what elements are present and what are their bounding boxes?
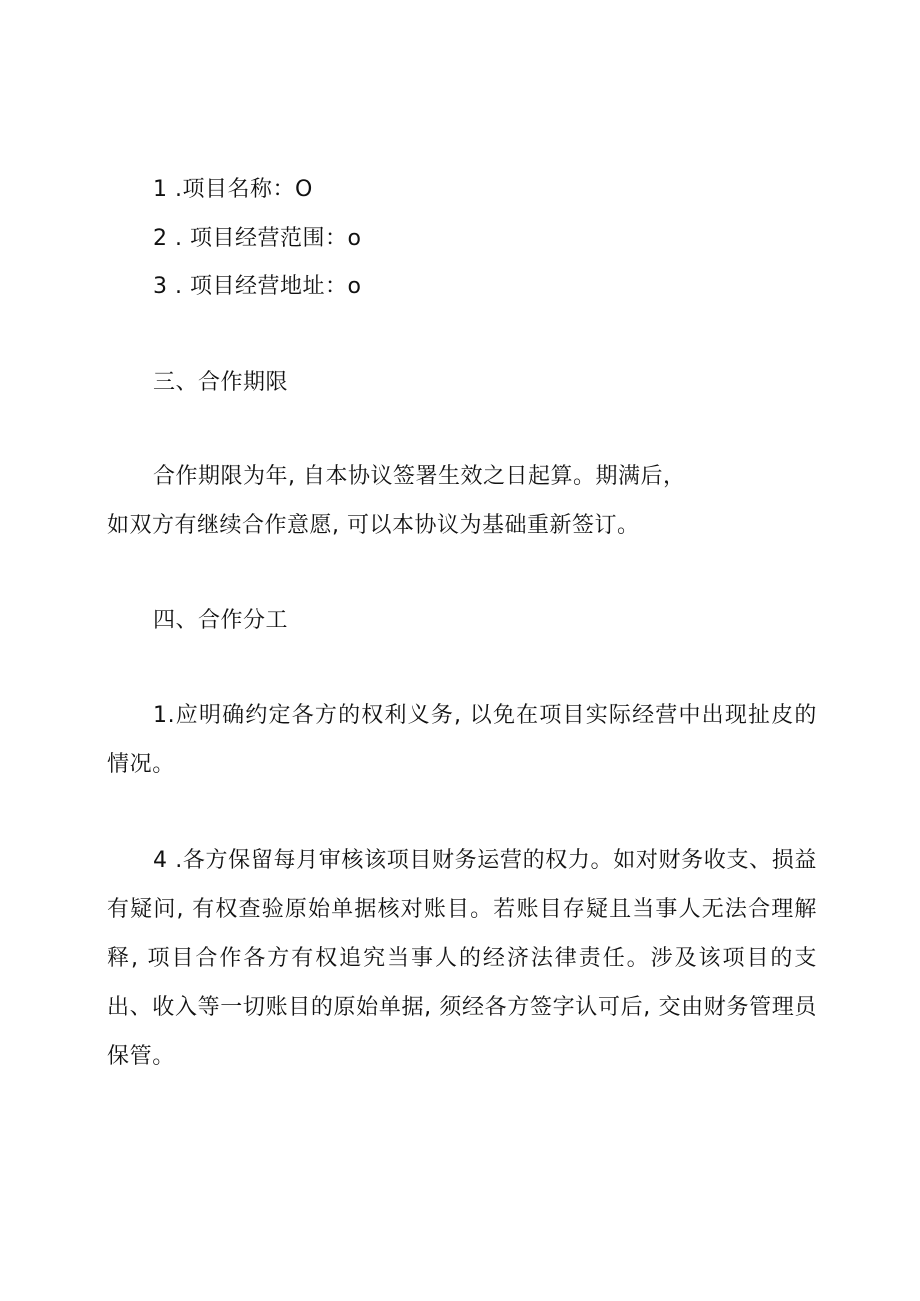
paragraph-term-line-1: 合作期限为年, 自本协议签署生效之日起算。期满后， xyxy=(153,464,686,489)
item-project-name: 1 .项目名称：O xyxy=(153,177,313,202)
section-heading-cooperation-term: 三、合作期限 xyxy=(153,370,289,395)
item-business-address: 3 . 项目经营地址：o xyxy=(153,274,362,299)
paragraph-term-line-2: 如双方有继续合作意愿, 可以本协议为基础重新签订。 xyxy=(107,513,640,538)
paragraph-audit-text: 4 .各方保留每月审核该项目财务运营的权力。如对财务收支、损益有疑问, 有权查验原始单据核对账目。若账目存疑且当事人无法合理解释, 项目合作各方有权追究当事人的经济法律责任。涉及该项目的支出、收入等一切账目的原始单据, 须经各方签字认可后, 交由财务管理员保管。 xyxy=(107,848,817,1069)
section-heading-division-of-labor: 四、合作分工 xyxy=(153,608,289,633)
paragraph-rights-obligations xyxy=(107,691,817,789)
item-business-scope: 2 . 项目经营范围：o xyxy=(153,226,362,251)
paragraph-rights-text: 1.应明确约定各方的权利义务, 以免在项目实际经营中出现扯皮的情况。 xyxy=(107,703,817,777)
paragraph-financial-audit xyxy=(107,836,817,1081)
